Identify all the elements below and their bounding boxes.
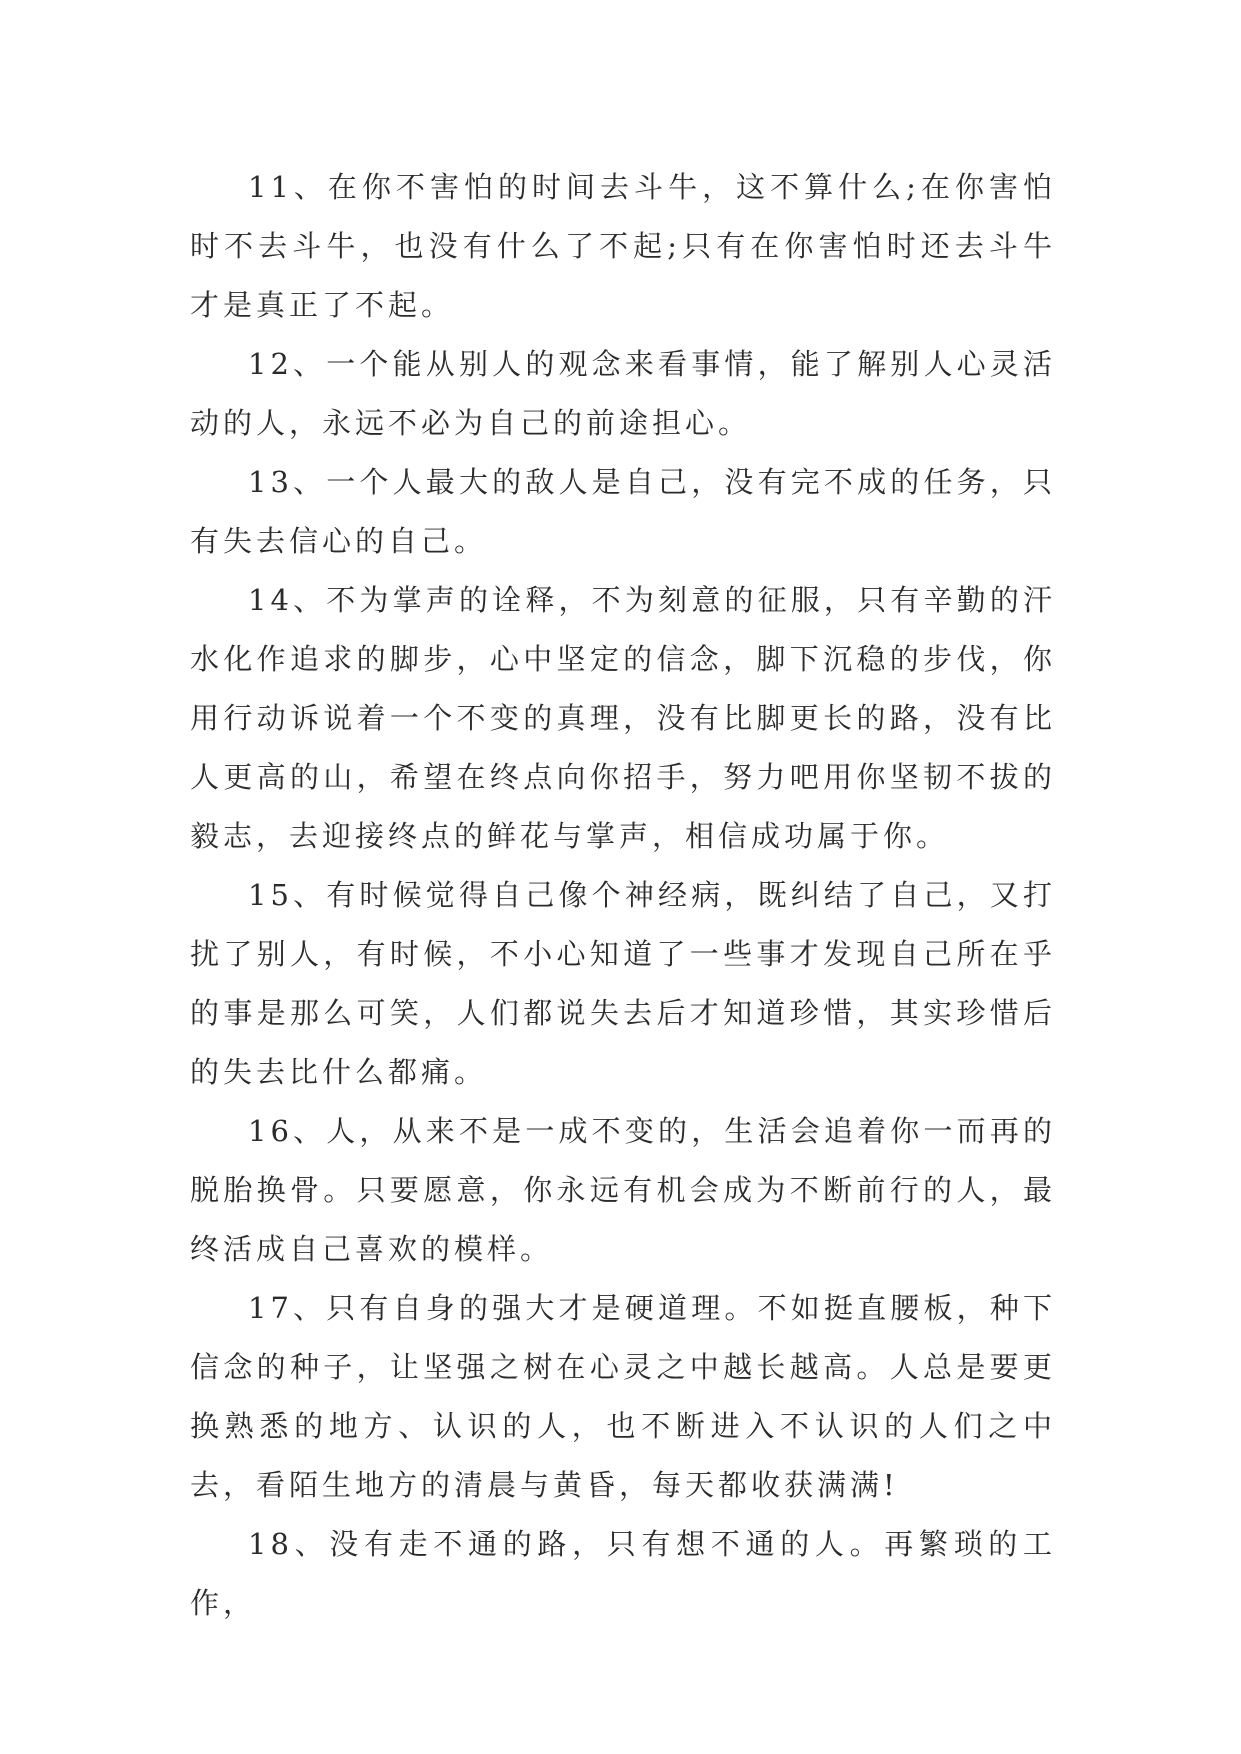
- paragraph-15: 15、有时候觉得自己像个神经病，既纠结了自己，又打扰了别人，有时候，不小心知道了一些事才发现自己所在乎的事是那么可笑，人们都说失去后才知道珍惜，其实珍惜后的失去比什么都痛。: [190, 878, 1056, 1089]
- paragraph-17: 17、只有自身的强大才是硬道理。不如挺直腰板，种下信念的种子，让坚强之树在心灵之中越长越高。人总是要更换熟悉的地方、认识的人，也不断进入不认识的人们之中去，看陌生地方的清晨与黄昏，每天都收获满满!: [190, 1291, 1056, 1502]
- paragraph-16: 16、人，从来不是一成不变的，生活会追着你一而再的脱胎换骨。只要愿意，你永远有机会成为不断前行的人，最终活成自己喜欢的模样。: [190, 1114, 1056, 1266]
- paragraph-18: 18、没有走不通的路，只有想不通的人。再繁琐的工作，: [190, 1527, 1056, 1620]
- paragraph-13: 13、一个人最大的敌人是自己，没有完不成的任务，只有失去信心的自己。: [190, 465, 1056, 558]
- document-body: [190, 158, 1056, 1633]
- paragraph-12: 12、一个能从别人的观念来看事情，能了解别人心灵活动的人，永远不必为自己的前途担心。: [190, 347, 1056, 440]
- paragraph-11: 11、在你不害怕的时间去斗牛，这不算什么;在你害怕时不去斗牛，也没有什么了不起;只有在你害怕时还去斗牛才是真正了不起。: [190, 170, 1056, 322]
- paragraph-14: 14、不为掌声的诠释，不为刻意的征服，只有辛勤的汗水化作追求的脚步，心中坚定的信念，脚下沉稳的步伐，你用行动诉说着一个不变的真理，没有比脚更长的路，没有比人更高的山，希望在终点向你招手，努力吧用你坚韧不拔的毅志，去迎接终点的鲜花与掌声，相信成功属于你。: [190, 583, 1056, 853]
